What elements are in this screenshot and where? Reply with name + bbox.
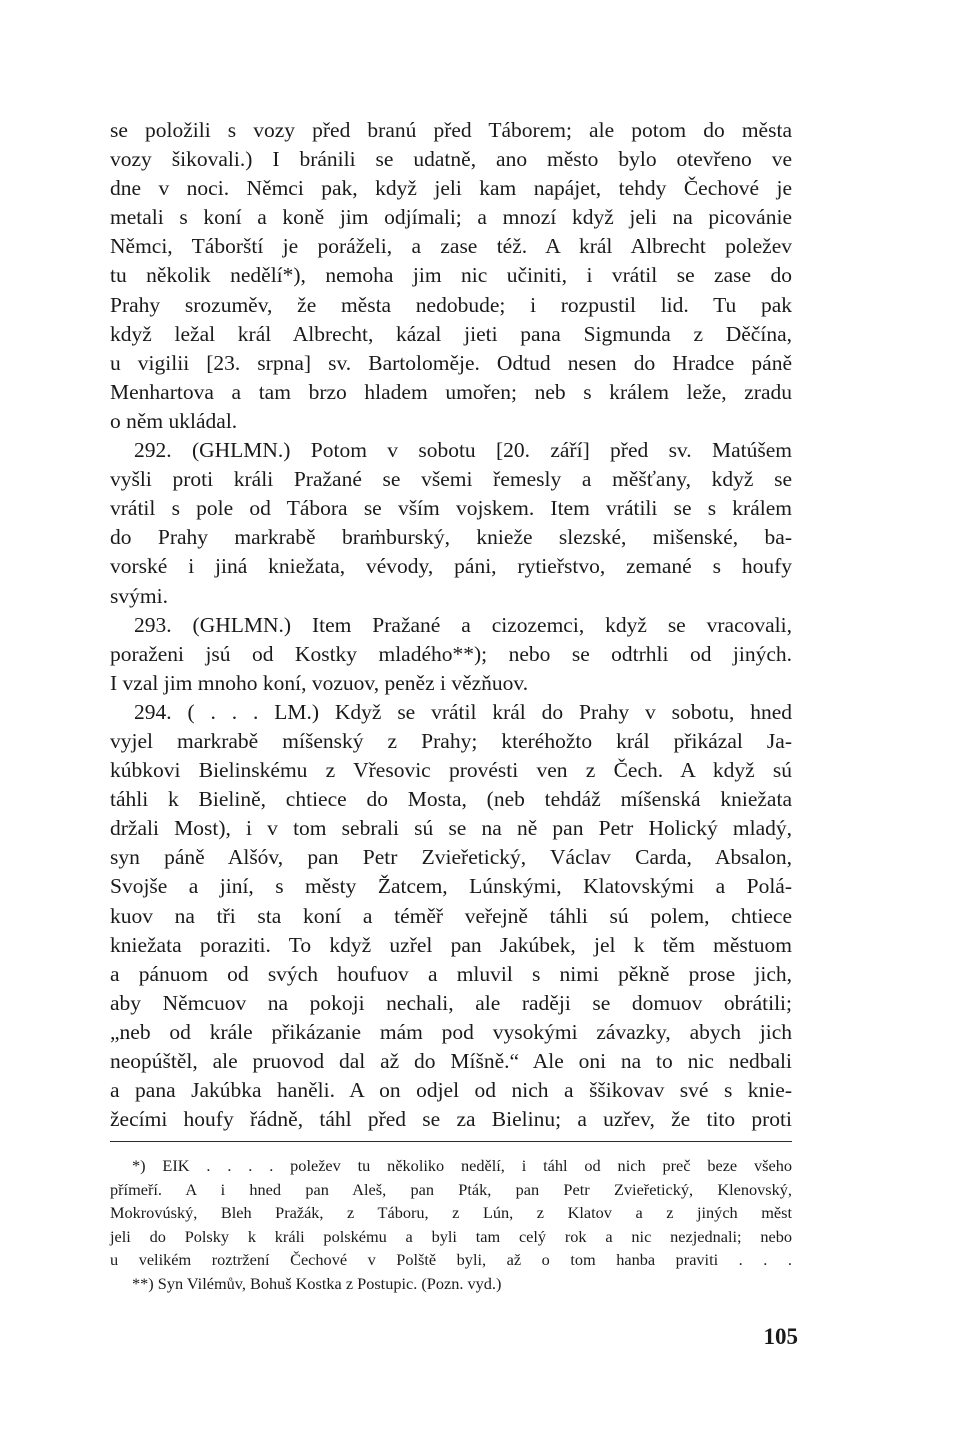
text-line: Prahy srozuměv, že města nedobude; i rozpustil lid. Tu pak <box>110 292 792 317</box>
text-line: „neb od krále přikázanie mám pod vysokými závazky, abych jich <box>110 1019 792 1044</box>
text-line: 292. (GHLMN.) Potom v sobotu [20. září] před sv. Matúšem <box>134 438 792 463</box>
text-line: Svojše a jiní, s městy Žatcem, Lúnskými, Klatovskými a Polá- <box>110 874 792 899</box>
text-line: a pana Jakúbka haněli. A on odjel od nich a ššikovav své s knie- <box>110 1078 792 1103</box>
text-line: kniežata poraziti. To když uzřel pan Jakúbek, jel k těm městuom <box>110 932 792 957</box>
text-line: u vigilii [23. srpna] sv. Bartoloměje. Odtud nesen do Hradce páně <box>110 350 792 375</box>
footnote-line: *) EIK . . . . poležev tu několiko nedělí, i táhl od nich preč beze všeho <box>132 1156 792 1175</box>
text-line: svými. <box>110 583 168 608</box>
text-line: vyjel markrabě míšenský z Prahy; kteréhožto král přikázal Ja- <box>110 728 792 753</box>
text-line: táhli k Bielině, chtiece do Mosta, (neb tehdáž míšenská kniežata <box>110 787 792 812</box>
footnote-line: **) Syn Vilémův, Bohuš Kostka z Postupic. (Pozn. vyd.) <box>132 1273 502 1293</box>
text-line: I vzal jim mnoho koní, vozuov, peněz i vězňuov. <box>110 670 529 695</box>
footnote-line: jeli do Polsky k králi polskému a byli tam celý rok a nic nezjednali; nebo <box>110 1226 792 1246</box>
text-line: dne v noci. Němci pak, když jeli kam napájet, tehdy Čechové je <box>110 176 792 201</box>
text-line: když ležal král Albrecht, kázal jieti pana Sigmunda z Děčína, <box>110 321 792 346</box>
text-line: kúbkovi Bielinskému z Vřesovic provésti ven z Čech. A když sú <box>110 758 792 783</box>
text-line: vyšli proti králi Pražané se všemi řemesly a měšťany, když se <box>110 467 792 492</box>
text-line: syn páně Alšóv, pan Petr Zvieřetický, Václav Carda, Absalon, <box>110 845 792 870</box>
footnote-line: Mokrovúský, Bleh Pražák, z Táboru, z Lún, z Klatov a z jiných měst <box>110 1203 792 1223</box>
text-line: poraženi jsú od Kostky mladého**); nebo se odtrhli od jiných. <box>110 641 792 666</box>
text-line: neopúštěl, ale pruovod dal až do Míšně.“ Ale oni na to nic nedbali <box>110 1049 792 1073</box>
text-line: 294. ( . . . LM.) Když se vrátil král do Prahy v sobotu, hned <box>134 699 792 724</box>
text-line: tu několik nedělí*), nemoha jim nic učiniti, i vrátil se zase do <box>110 263 792 288</box>
footnote-divider <box>110 1141 792 1142</box>
text-line: aby Němcuov na pokoji nechali, ale raději se domuov obrátili; <box>110 990 792 1015</box>
text-line: o něm ukládal. <box>110 408 238 433</box>
text-line: vorské i jiná kniežata, vévody, páni, rytieřstvo, zemané s houfy <box>110 554 792 579</box>
text-line: a pánuom od svých houfuov a mluvil s nimi pěkně prose jich, <box>110 961 792 986</box>
footnote-line: u velikém roztržení Čechové v Polště byli, až o tom hanba praviti . . . <box>110 1250 792 1270</box>
text-line: Němci, Táborští je poráželi, a zase též. A král Albrecht poležev <box>110 234 792 259</box>
main-text <box>110 116 792 1134</box>
text-line: držali Most), i v tom sebrali sú se na ně pan Petr Holický mladý, <box>110 816 792 841</box>
text-line: žecími houfy řádně, táhl před se za Bielinu; a uzřev, že tito proti <box>110 1107 792 1132</box>
text-line: se položili s vozy před branú před Táborem; ale potom do města <box>110 118 792 142</box>
footnotes <box>110 1154 792 1296</box>
text-line: do Prahy markrabě braṁburský, knieže slezské, mišenské, ba- <box>110 525 792 550</box>
text-line: kuov na tři sta koní a téměř veřejně táhli sú polem, chtiece <box>110 903 792 928</box>
text-line: metali s koní a koně jim odjímali; a mnozí když jeli na picovánie <box>110 205 792 230</box>
text-line: 293. (GHLMN.) Item Pražané a cizozemci, když se vracovali, <box>134 612 792 637</box>
text-line: vozy šikovali.) I bránili se udatně, ano město bylo otevřeno ve <box>110 147 792 172</box>
footnote-line: přímeří. A i hned pan Aleš, pan Pták, pan Petr Zvieřetický, Klenovský, <box>110 1179 792 1199</box>
text-line: Menhartova a tam brzo hladem umořen; neb s králem leže, zradu <box>110 379 792 404</box>
page-number: 105 <box>763 1324 798 1349</box>
text-line: vrátil s pole od Tábora se vším vojskem. Item vrátili se s králem <box>110 496 792 521</box>
